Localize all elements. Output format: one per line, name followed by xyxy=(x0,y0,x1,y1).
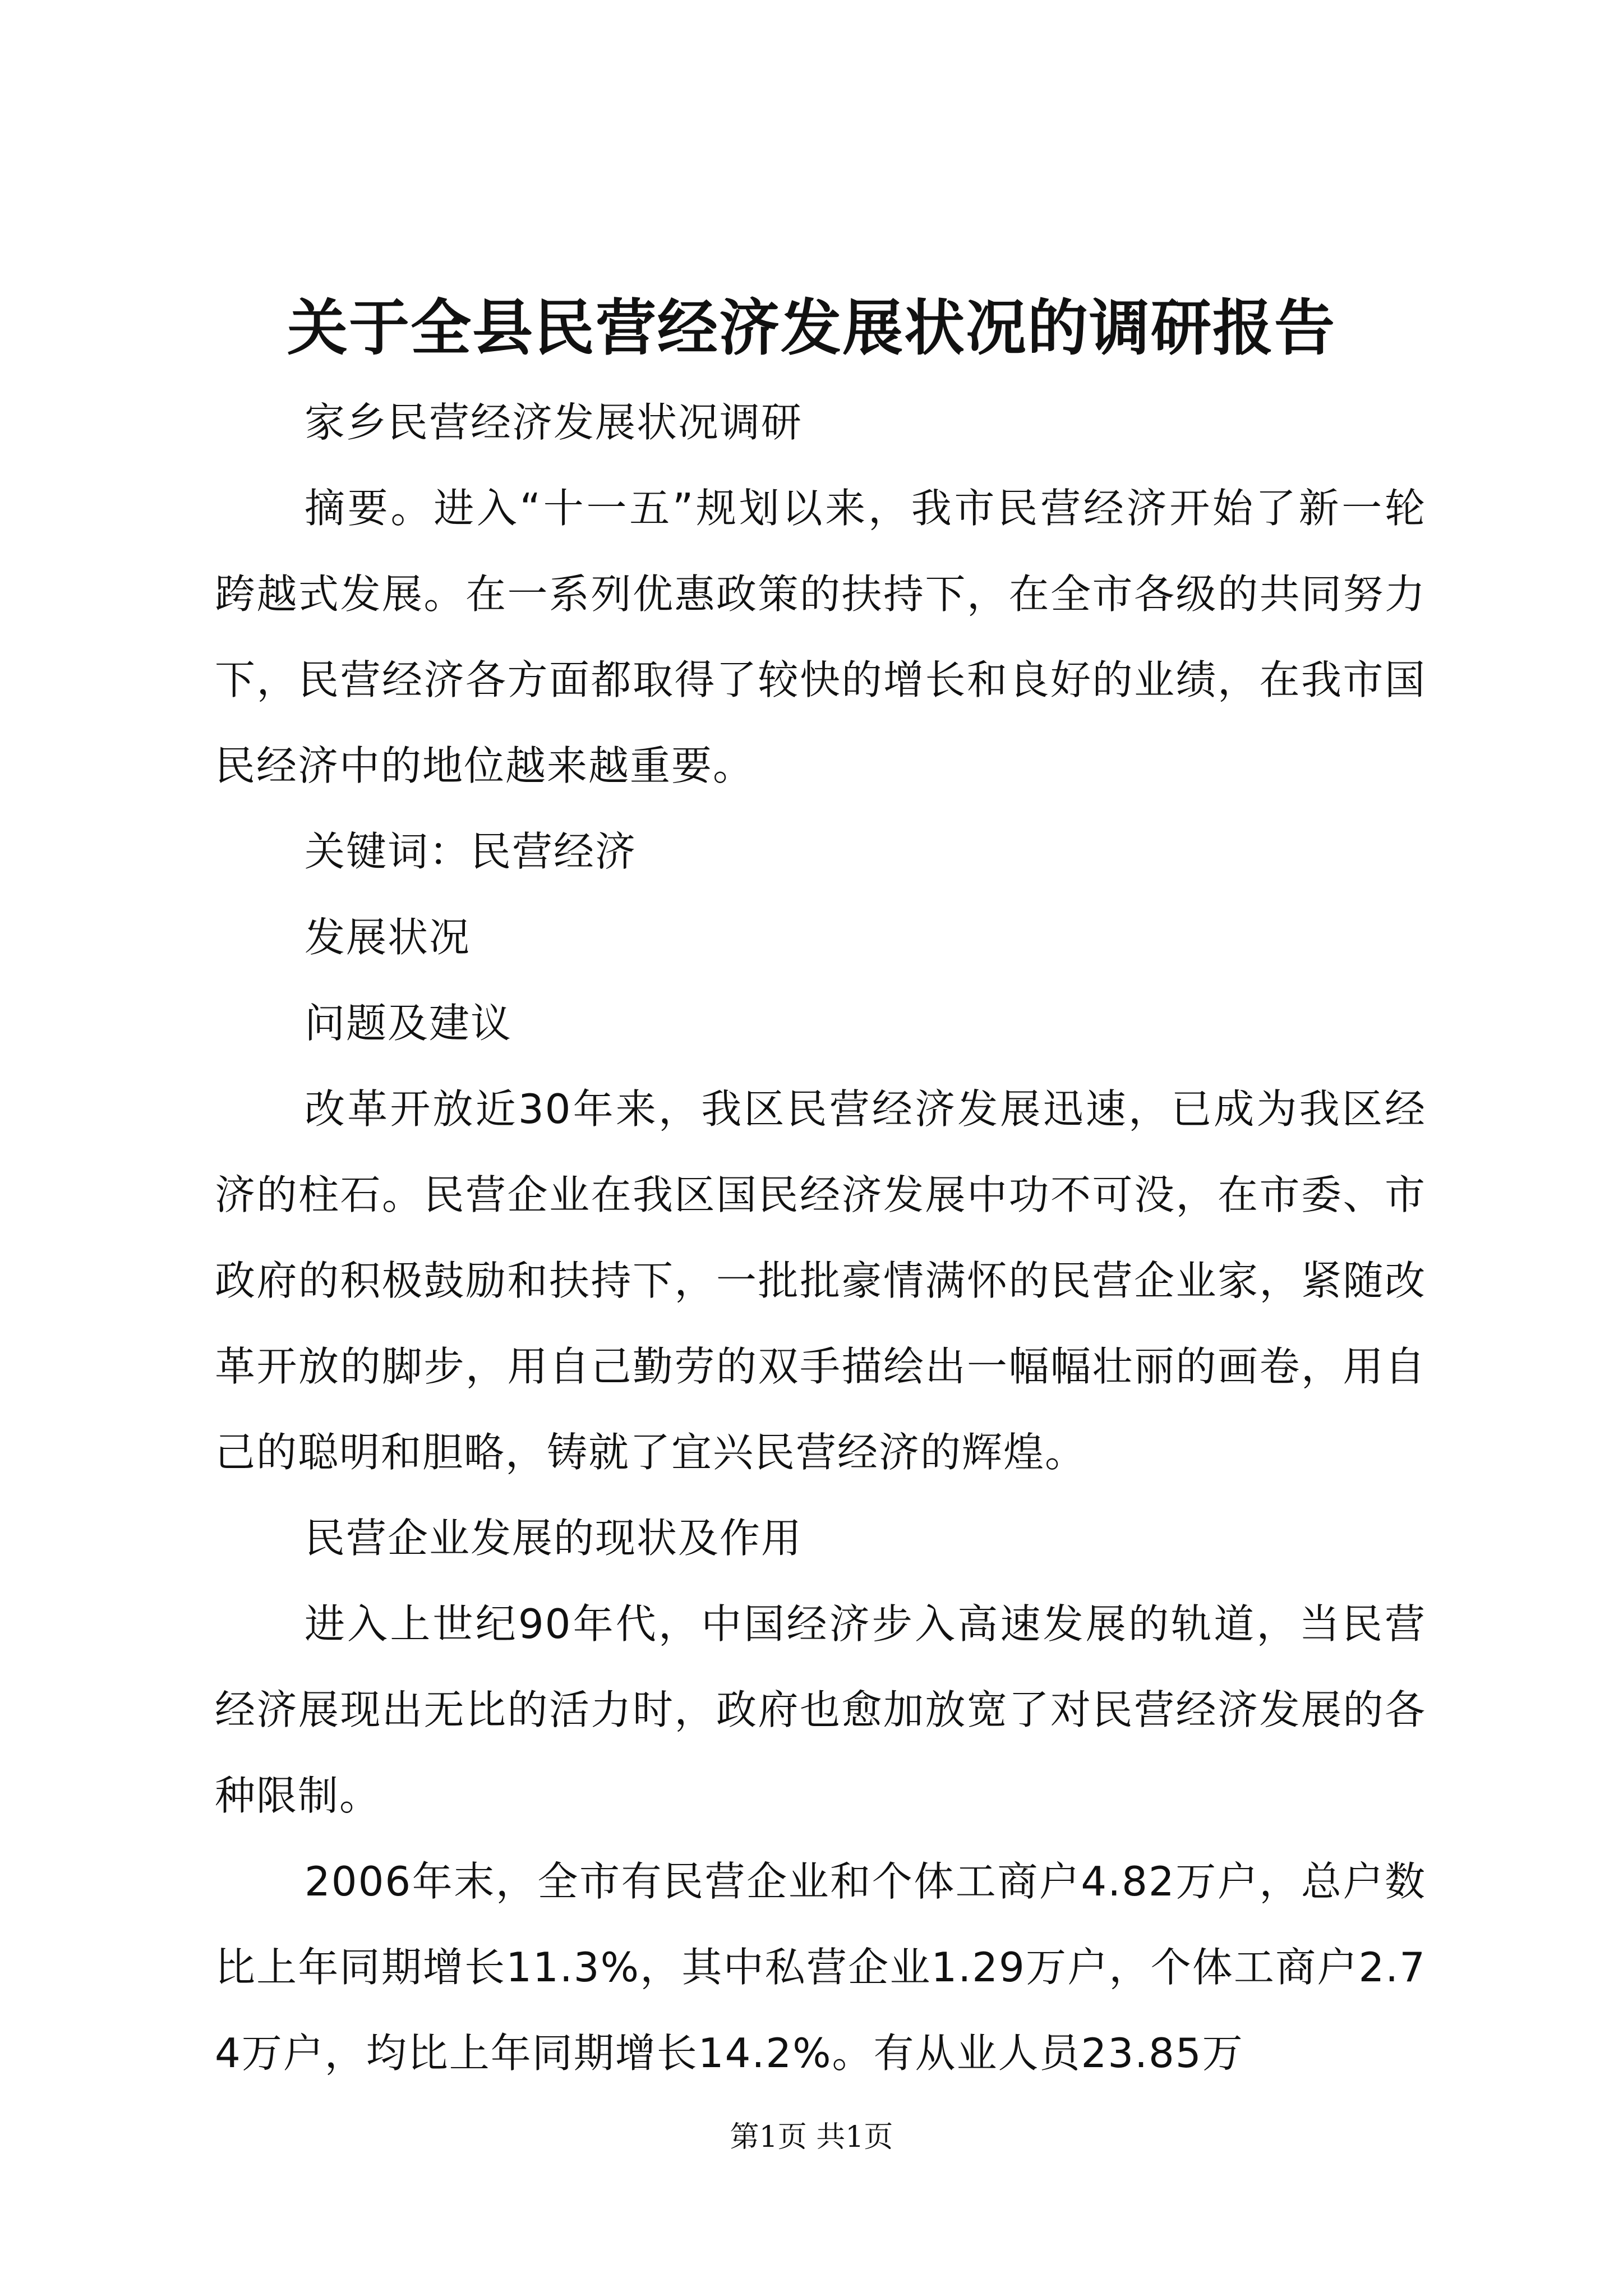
document-title: 关于全县民营经济发展状况的调研报告 xyxy=(287,293,1336,364)
page-footer: 第1页 共1页 xyxy=(730,2120,893,2154)
paragraph-subtitle: 家乡民营经济发展状况调研 xyxy=(305,399,803,446)
paragraph-1990s: 进入上世纪90年代，中国经济步入高速发展的轨道，当民营经济展现出无比的活力时，政府也愈加放宽了对民营经济发展的各种限制。 xyxy=(215,1600,1426,1819)
paragraph-section-heading: 民营企业发展的现状及作用 xyxy=(305,1515,803,1562)
paragraph-statistics-2006: 2006年末，全市有民营企业和个体工商户4.82万户，总户数比上年同期增长11.3%，其中私营企业1.29万户，个体工商户2.74万户，均比上年同期增长14.2%。有从业人员23.85万 xyxy=(215,1858,1426,2077)
document-body xyxy=(215,380,1426,2096)
paragraph-keyword-development: 发展状况 xyxy=(305,914,471,961)
paragraph-keywords: 关键词：民营经济 xyxy=(305,828,637,875)
paragraph-abstract: 摘要。进入“十一五”规划以来，我市民营经济开始了新一轮跨越式发展。在一系列优惠政策的扶持下，在全市各级的共同努力下，民营经济各方面都取得了较快的增长和良好的业绩，在我市国民经济中的地位越来越重要。 xyxy=(215,485,1426,789)
paragraph-keyword-issues: 问题及建议 xyxy=(305,1000,513,1047)
paragraph-reform-opening: 改革开放近30年来，我区民营经济发展迅速，已成为我区经济的柱石。民营企业在我区国民经济发展中功不可没，在市委、市政府的积极鼓励和扶持下，一批批豪情满怀的民营企业家，紧随改革开放的脚步，用自己勤劳的双手描绘出一幅幅壮丽的画卷，用自己的聪明和胆略，铸就了宜兴民营经济的辉煌。 xyxy=(215,1085,1426,1476)
